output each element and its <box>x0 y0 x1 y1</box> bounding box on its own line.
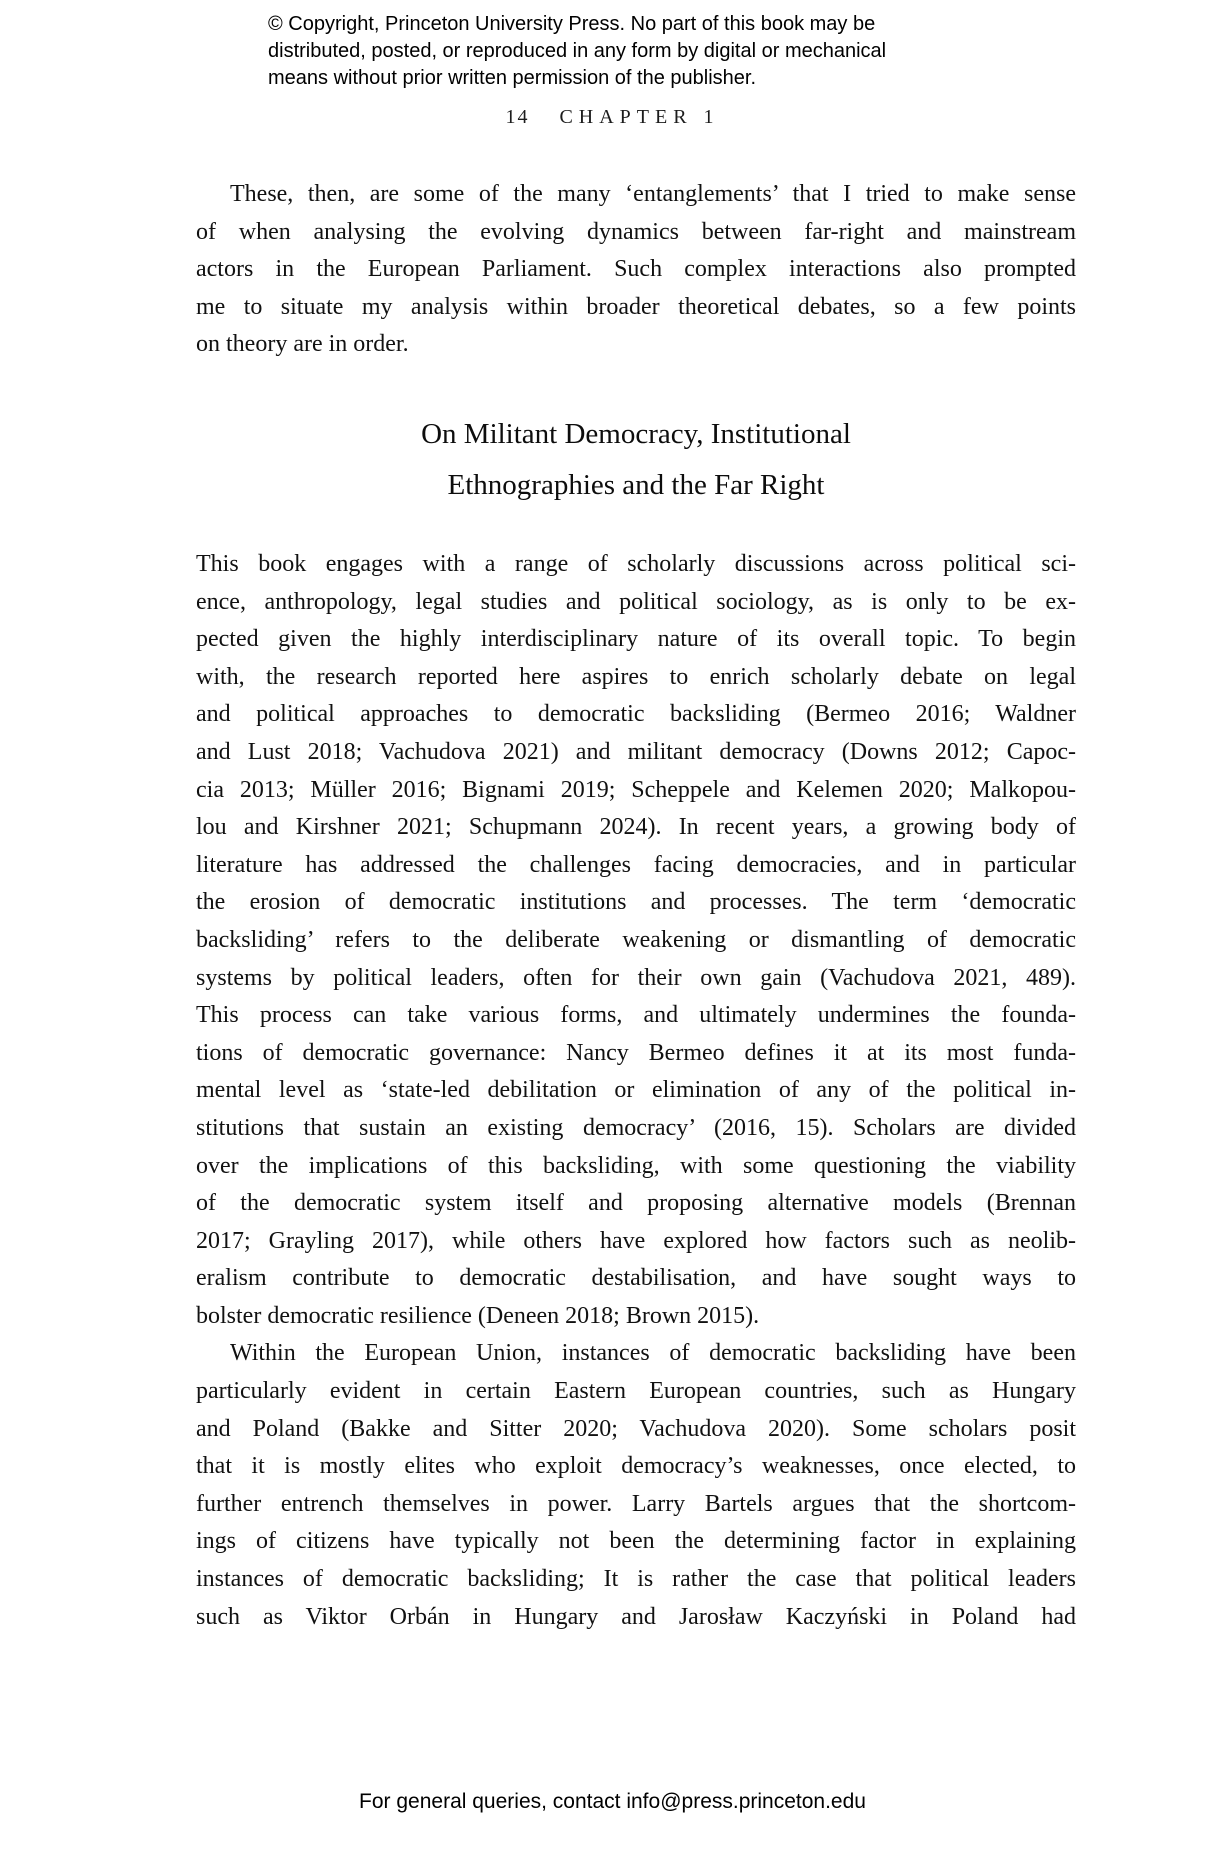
text-line: This book engages with a range of scholarly discussions across political sci- <box>196 551 1076 577</box>
text-line: pected given the highly interdisciplinary nature of its overall topic. To begin <box>196 626 1076 653</box>
copyright-line: © Copyright, Princeton University Press. No part of this book may be <box>268 13 876 35</box>
text-line: the erosion of democratic institutions and processes. The term ‘democratic <box>196 889 1076 916</box>
text-line: that it is mostly elites who exploit democracy’s weaknesses, once elected, to <box>196 1453 1076 1480</box>
running-header <box>0 106 1225 129</box>
text-line: cia 2013; Müller 2016; Bignami 2019; Scheppele and Kelemen 2020; Malkopou- <box>196 776 1076 803</box>
text-line: of the democratic system itself and proposing alternative models (Brennan <box>196 1190 1076 1217</box>
text-line: literature has addressed the challenges facing democracies, and in particular <box>196 851 1076 878</box>
section-heading <box>196 409 1076 511</box>
section-heading-line: Ethnographies and the Far Right <box>447 469 825 501</box>
text-line: eralism contribute to democratic destabilisation, and have sought ways to <box>196 1265 1076 1292</box>
text-line: such as Viktor Orbán in Hungary and Jarosław Kaczyński in Poland had <box>196 1603 1076 1630</box>
text-line: actors in the European Parliament. Such complex interactions also prompted <box>196 256 1076 283</box>
body-text <box>196 546 1076 1636</box>
text-line: on theory are in order. <box>196 331 409 358</box>
text-line: mental level as ‘state-led debilitation or elimination of any of the political in- <box>196 1077 1076 1104</box>
text-line: with, the research reported here aspires to enrich scholarly debate on legal <box>196 663 1076 690</box>
page-number: 14 <box>505 106 530 128</box>
text-line: tions of democratic governance: Nancy Bermeo defines it at its most funda- <box>196 1039 1076 1066</box>
text-line: particularly evident in certain Eastern European countries, such as Hungary <box>196 1378 1076 1405</box>
text-line: ings of citizens have typically not been the determining factor in explaining <box>196 1528 1076 1555</box>
text-line: bolster democratic resilience (Deneen 2018; Brown 2015). <box>196 1302 760 1329</box>
text-line: instances of democratic backsliding; It is rather the case that political leaders <box>196 1566 1076 1593</box>
text-line: stitutions that sustain an existing democracy’ (2016, 15). Scholars are divided <box>196 1114 1076 1141</box>
page-footer <box>0 1790 1225 1814</box>
text-line: Within the European Union, instances of democratic backsliding have been <box>230 1340 1076 1367</box>
text-line: lou and Kirshner 2021; Schupmann 2024). In recent years, a growing body of <box>196 814 1076 841</box>
text-line: systems by political leaders, often for their own gain (Vachudova 2021, 489). <box>196 964 1076 991</box>
text-line: This process can take various forms, and ultimately undermines the founda- <box>196 1002 1076 1029</box>
text-line: further entrench themselves in power. Larry Bartels argues that the shortcom- <box>196 1490 1076 1517</box>
text-line: of when analysing the evolving dynamics between far-right and mainstream <box>196 218 1076 245</box>
copyright-notice <box>268 11 988 92</box>
text-line: and political approaches to democratic backsliding (Bermeo 2016; Waldner <box>196 701 1076 728</box>
text-line: These, then, are some of the many ‘entanglements’ that I tried to make sense <box>230 181 1076 207</box>
text-line: backsliding’ refers to the deliberate weakening or dismantling of democratic <box>196 926 1076 953</box>
paragraph-theory <box>196 546 1076 1335</box>
text-line: over the implications of this backsliding, with some questioning the viability <box>196 1152 1076 1179</box>
text-line: ence, anthropology, legal studies and political sociology, as is only to be ex- <box>196 588 1076 615</box>
copyright-line: means without prior written permission of the publisher. <box>268 67 757 89</box>
chapter-label: CHAPTER 1 <box>559 106 720 128</box>
section-heading-line: On Militant Democracy, Institutional <box>421 418 851 450</box>
footer-query-text: For general queries, contact info@press.princeton.edu <box>359 1790 866 1813</box>
text-line: 2017; Grayling 2017), while others have explored how factors such as neolib- <box>196 1227 1076 1254</box>
paragraph-eu-backsliding <box>196 1335 1076 1636</box>
text-line: and Poland (Bakke and Sitter 2020; Vachudova 2020). Some scholars posit <box>196 1415 1076 1442</box>
paragraph-intro <box>196 176 1076 364</box>
text-line: and Lust 2018; Vachudova 2021) and militant democracy (Downs 2012; Capoc- <box>196 738 1076 765</box>
text-line: me to situate my analysis within broader theoretical debates, so a few points <box>196 293 1076 320</box>
copyright-line: distributed, posted, or reproduced in any form by digital or mechanical <box>268 40 887 62</box>
